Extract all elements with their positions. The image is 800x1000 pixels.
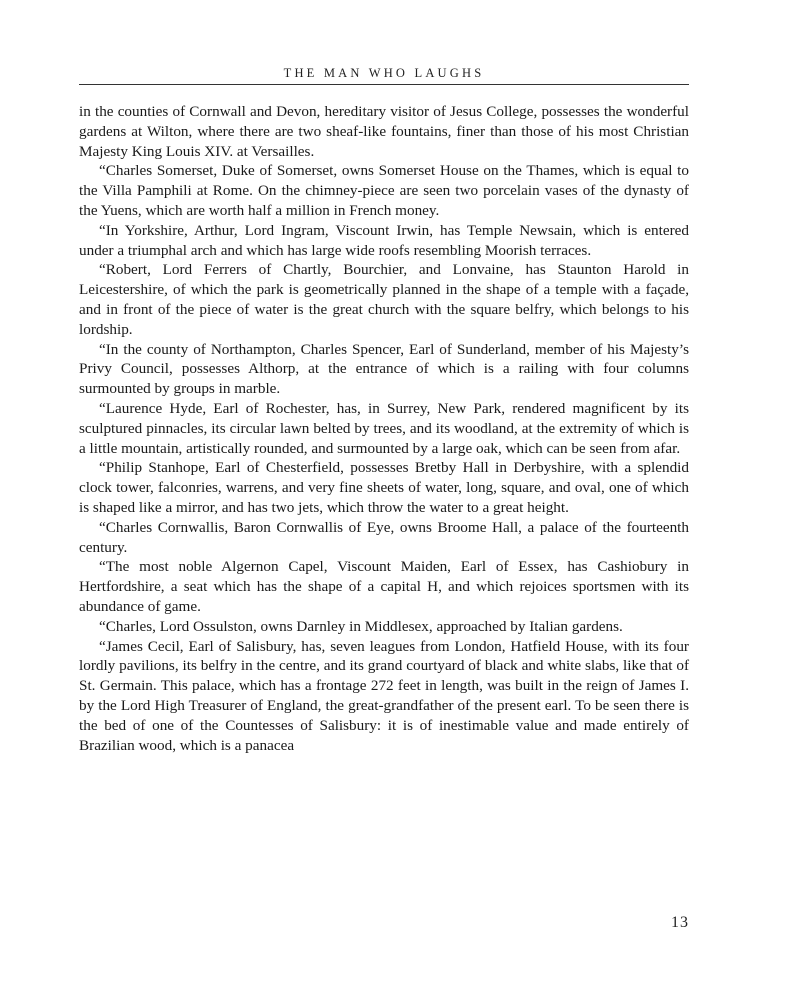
paragraph: “In the county of Northampton, Charles Spencer, Earl of Sunderland, member of his Majesty’s Privy Council, possesses Althorp, at the entrance of which is a railing with four columns surmounted by groups in marble. — [79, 340, 689, 398]
paragraph: “Laurence Hyde, Earl of Rochester, has, in Surrey, New Park, rendered magnificent by its sculptured pinnacles, its circular lawn belted by trees, and its woodland, at the extremity of which is a little mountain, artistically rounded, and surmounted by a large oak, which can be seen from afar. — [79, 399, 689, 457]
paragraph: “Charles Somerset, Duke of Somerset, owns Somerset House on the Thames, which is equal to the Villa Pamphili at Rome. On the chimney-piece are seen two porcelain vases of the dynasty of the Yuens, which are worth half a million in French money. — [79, 162, 689, 219]
page-number: 13 — [671, 914, 689, 931]
paragraph: “Robert, Lord Ferrers of Chartly, Bourchier, and Lonvaine, has Staunton Harold in Leicestershire, of which the park is geometrically planned in the shape of a temple with a façade, and in front of the piece of water is the great church with the square belfry, which belongs to his lordship. — [79, 261, 689, 338]
paragraph: “In Yorkshire, Arthur, Lord Ingram, Viscount Irwin, has Temple Newsain, which is entered under a triumphal arch and which has large wide roofs resembling Moorish terraces. — [79, 221, 689, 259]
paragraph: “The most noble Algernon Capel, Viscount Maiden, Earl of Essex, has Cashiobury in Hertfordshire, a seat which has the shape of a capital H, and which rejoices sportsmen with its abundance of game. — [79, 558, 689, 615]
paragraph: “James Cecil, Earl of Salisbury, has, seven leagues from London, Hatfield House, with its four lordly pavilions, its belfry in the centre, and its grand courtyard of black and white slabs, like that of St. Germain. This palace, which has a frontage 272 feet in length, was built in the reign of James I. by the Lord High Treasurer of England, the great-grandfather of the present earl. To be seen there is the bed of one of the Countesses of Salisbury: it is of inestimable value and made entirely of Brazilian wood, which is a panacea — [79, 637, 689, 754]
running-header: THE MAN WHO LAUGHS — [283, 66, 485, 80]
header-rule — [79, 84, 689, 85]
paragraph: in the counties of Cornwall and Devon, hereditary visitor of Jesus College, possesses the wonderful gardens at Wilton, where there are two sheaf-like fountains, finer than those of his most Christian Majesty King Louis XIV. at Versailles. — [79, 103, 689, 160]
body-text — [79, 102, 689, 755]
book-page — [79, 0, 689, 1000]
paragraph: “Charles, Lord Ossulston, owns Darnley in Middlesex, approached by Italian gardens. — [99, 617, 623, 635]
paragraph: “Charles Cornwallis, Baron Cornwallis of Eye, owns Broome Hall, a palace of the fourteenth century. — [79, 518, 689, 556]
paragraph: “Philip Stanhope, Earl of Chesterfield, possesses Bretby Hall in Derbyshire, with a splendid clock tower, falconries, warrens, and very fine sheets of water, long, square, and oval, one of which is shaped like a mirror, and has two jets, which throw the water to a great height. — [79, 459, 689, 516]
